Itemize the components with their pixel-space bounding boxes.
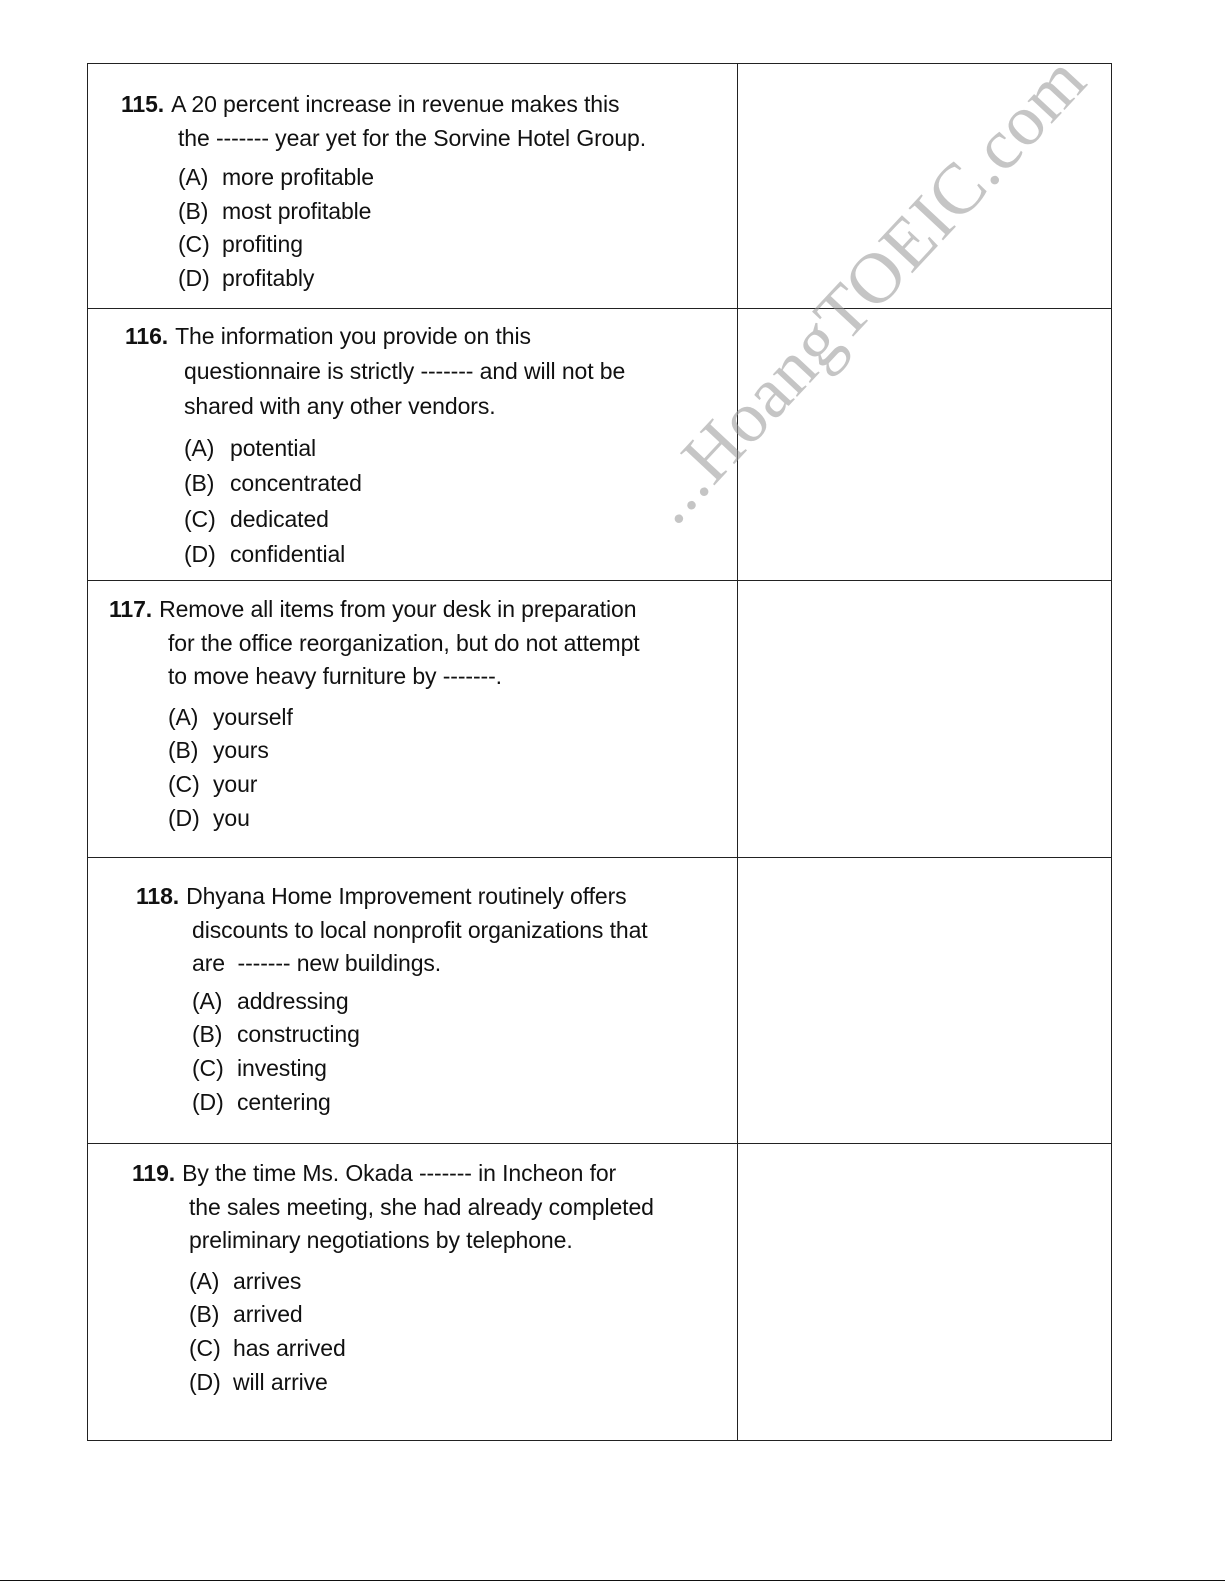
- option-letter: (A): [178, 164, 209, 190]
- footer-rule: [0, 1580, 1225, 1581]
- option-a: [184, 431, 625, 466]
- answer-options: [168, 701, 640, 836]
- option-letter: (B): [192, 1021, 223, 1048]
- option-a: [178, 161, 646, 195]
- option-d: [168, 802, 640, 836]
- option-letter: (A): [192, 987, 223, 1014]
- option-c: [189, 1332, 654, 1366]
- option-letter: (A): [189, 1267, 220, 1294]
- question-number: 115.: [121, 91, 165, 117]
- option-letter: (B): [184, 470, 215, 497]
- stem-line: for the office reorganization, but do not attempt: [168, 629, 640, 656]
- option-text: arrived: [233, 1301, 303, 1328]
- option-text: profiting: [222, 231, 303, 258]
- option-text: dedicated: [230, 505, 329, 532]
- question-number: 117.: [109, 596, 153, 622]
- option-text: profitably: [222, 265, 315, 292]
- stem-line: preliminary negotiations by telephone.: [189, 1227, 573, 1253]
- option-text: more profitable: [222, 164, 374, 190]
- option-text: has arrived: [233, 1334, 346, 1361]
- stem-line: to move heavy furniture by -------.: [168, 663, 502, 689]
- option-text: concentrated: [230, 470, 362, 497]
- stem-line: By the time Ms. Okada ------- in Incheon for: [182, 1160, 617, 1186]
- option-d: [189, 1366, 654, 1400]
- option-letter: (B): [168, 737, 199, 764]
- question-cell-117: [88, 581, 738, 857]
- option-letter: (A): [168, 703, 199, 730]
- option-b: [178, 195, 646, 229]
- question-row-116: [88, 308, 1111, 580]
- question-cell-119: [88, 1144, 738, 1440]
- answer-options: [184, 431, 625, 572]
- option-text: constructing: [237, 1021, 360, 1048]
- question-row-119: [88, 1143, 1111, 1440]
- option-letter: (A): [184, 435, 215, 461]
- option-letter: (B): [178, 197, 209, 224]
- option-text: most profitable: [222, 197, 372, 224]
- question-stem: [109, 593, 640, 627]
- option-text: centering: [237, 1088, 331, 1115]
- stem-line: discounts to local nonprofit organizations that: [192, 916, 648, 943]
- option-text: confidential: [230, 540, 346, 567]
- question-number: 119.: [132, 1160, 176, 1186]
- question-118: [136, 880, 648, 1119]
- stem-line: shared with any other vendors.: [184, 393, 496, 419]
- option-letter: (D): [184, 540, 216, 567]
- option-d: [192, 1086, 648, 1120]
- question-row-117: [88, 580, 1111, 857]
- stem-line: the sales meeting, she had already completed: [189, 1193, 654, 1220]
- question-row-115: [88, 64, 1111, 308]
- option-letter: (B): [189, 1301, 220, 1328]
- answer-options: [192, 985, 648, 1120]
- option-b: [189, 1298, 654, 1332]
- answer-cell-119: [738, 1144, 1111, 1440]
- option-b: [192, 1018, 648, 1052]
- option-c: [178, 228, 646, 262]
- stem-line: the ------- year yet for the Sorvine Hotel Group.: [178, 124, 647, 151]
- answer-options: [189, 1265, 654, 1400]
- option-letter: (D): [192, 1088, 224, 1115]
- option-text: addressing: [237, 987, 349, 1014]
- option-c: [184, 502, 625, 537]
- option-text: yourself: [213, 703, 293, 730]
- option-c: [192, 1052, 648, 1086]
- stem-line: Remove all items from your desk in preparation: [159, 596, 637, 622]
- question-stem: [121, 88, 646, 122]
- question-number: 118.: [136, 883, 180, 909]
- option-letter: (C): [184, 505, 216, 532]
- question-119: [132, 1157, 654, 1399]
- option-letter: (D): [168, 804, 200, 831]
- option-b: [168, 734, 640, 768]
- option-a: [192, 985, 648, 1019]
- option-text: you: [213, 804, 250, 831]
- option-letter: (C): [192, 1054, 224, 1081]
- option-text: will arrive: [233, 1368, 328, 1395]
- stem-line: A 20 percent increase in revenue makes this: [171, 91, 620, 117]
- option-text: investing: [237, 1054, 327, 1081]
- option-text: arrives: [233, 1267, 302, 1294]
- option-letter: (C): [189, 1334, 221, 1361]
- option-text: yours: [213, 737, 269, 764]
- question-cell-116: [88, 309, 738, 580]
- stem-line: The information you provide on this: [175, 323, 531, 349]
- option-d: [178, 262, 646, 296]
- stem-line: are ------- new buildings.: [192, 950, 442, 976]
- answer-cell-115: [738, 64, 1111, 308]
- option-a: [168, 701, 640, 735]
- option-b: [184, 466, 625, 501]
- watermark: ...HoangTOEIC.com: [628, 39, 1101, 539]
- question-116: [125, 319, 625, 572]
- stem-line: questionnaire is strictly ------- and will not be: [184, 358, 626, 384]
- option-letter: (C): [168, 770, 200, 797]
- stem-line: Dhyana Home Improvement routinely offers: [186, 883, 627, 909]
- answer-options: [178, 161, 646, 296]
- question-stem: [136, 880, 648, 914]
- option-text: your: [213, 770, 258, 797]
- option-letter: (D): [189, 1368, 221, 1395]
- option-letter: (C): [178, 231, 210, 258]
- question-number: 116.: [125, 323, 169, 349]
- answer-cell-117: [738, 581, 1111, 857]
- question-cell-115: [88, 64, 738, 308]
- question-stem: [132, 1157, 654, 1191]
- option-text: potential: [230, 435, 317, 461]
- option-d: [184, 537, 625, 572]
- option-c: [168, 768, 640, 802]
- question-stem: [125, 319, 625, 354]
- question-115: [121, 88, 646, 296]
- answer-cell-118: [738, 858, 1111, 1143]
- question-117: [109, 593, 640, 835]
- option-letter: (D): [178, 265, 210, 292]
- question-row-118: [88, 857, 1111, 1143]
- question-table: [87, 63, 1112, 1441]
- option-a: [189, 1265, 654, 1299]
- question-cell-118: [88, 858, 738, 1143]
- answer-cell-116: [738, 309, 1111, 580]
